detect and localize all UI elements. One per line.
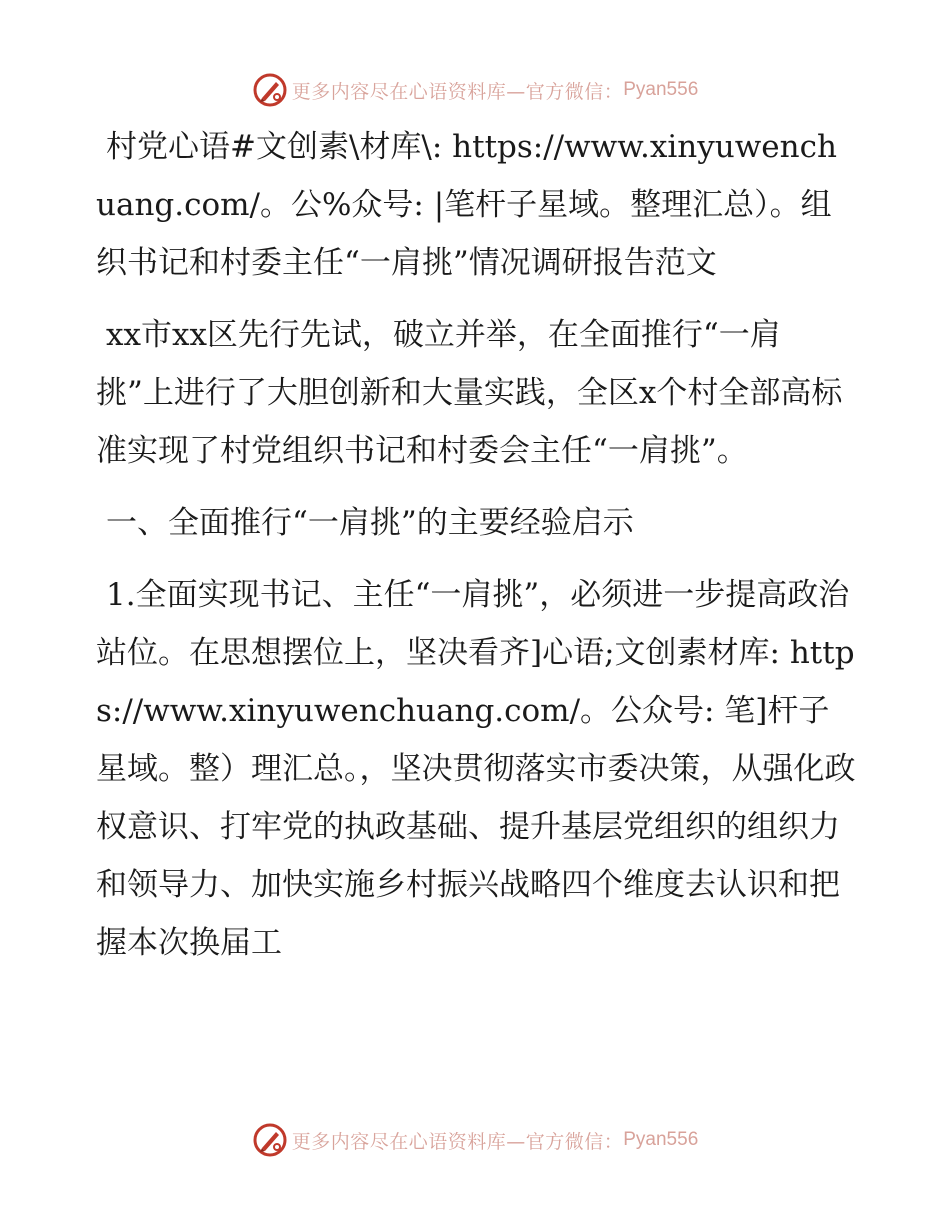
document-body bbox=[96, 118, 856, 986]
intro-paragraph: xx市xx区先行先试，破立并举，在全面推行“一肩挑”上进行了大胆创新和大量实践，全区x个村全部高标准实现了村党组织书记和村委会主任“一肩挑”。 bbox=[96, 317, 843, 469]
header-watermark-banner bbox=[0, 70, 950, 110]
point-paragraph: 1.全面实现书记、主任“一肩挑”，必须进一步提高政治站位。在思想摆位上，坚决看齐]心语;文创素材库: https://www.xinyuwenchuang.com/。公众号: 笔]杆子星域。整）理汇总。，坚决贯彻落实市委决策，从强化政权意识、打牢党的执政基础、提升基层党组织的组织力和领导力、加快实施乡村振兴战略四个维度去认识和把握本次换届工 bbox=[96, 577, 856, 961]
wechat-id: Pyan556 bbox=[623, 1129, 699, 1150]
title-paragraph: 村党心语#文创素\材库\: https://www.xinyuwenchuang.com/。公%众号: |笔杆子星域。整理汇总）。组织书记和村委主任“一肩挑”情况调研报告范文 bbox=[96, 129, 837, 281]
wechat-id: Pyan556 bbox=[623, 79, 699, 100]
banner-text: 更多内容尽在心语资料库—官方微信： bbox=[291, 80, 624, 103]
pen-logo-icon bbox=[252, 72, 288, 108]
pen-logo-icon bbox=[252, 1122, 288, 1158]
footer-watermark-banner bbox=[0, 1120, 950, 1160]
section-heading: 一、全面推行“一肩挑”的主要经验启示 bbox=[106, 505, 634, 541]
banner-text: 更多内容尽在心语资料库—官方微信： bbox=[291, 1130, 624, 1153]
